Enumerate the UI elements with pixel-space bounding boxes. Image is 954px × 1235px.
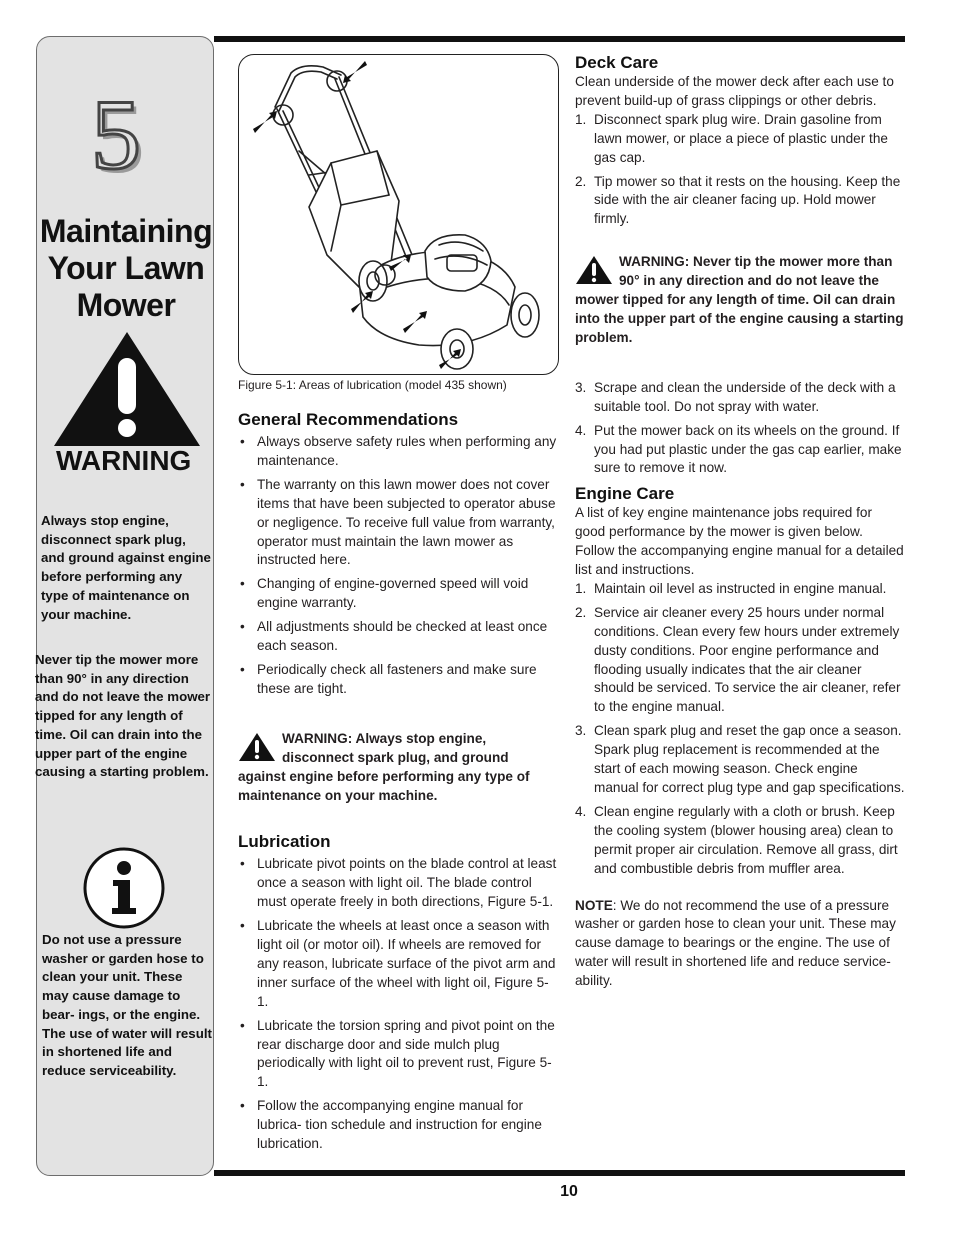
list-item: • Lubricate the torsion spring and pivot point on the rear discharge door and side mulch plug periodically with light oil to prevent rust, Figure 5-1. xyxy=(240,1017,555,1090)
general-warning: WARNING: Always stop engine, disconnect spark plug, and ground against engine before performing any type of maintenance on your machine. xyxy=(238,730,530,803)
top-rule xyxy=(214,36,905,42)
lawn-mower-illustration xyxy=(239,55,558,374)
list-item: • Follow the accompanying engine manual for lubrica- tion schedule and instruction for engine lubrication. xyxy=(240,1098,542,1152)
deck-warning: WARNING: Never tip the mower more than 90° in any direction and do not leave the mower tipped for any length of time. Oil can drain into the upper part of the engine causing a starting problem. xyxy=(575,254,904,345)
chapter-title-line-1: Maintaining xyxy=(39,213,213,249)
list-item: 2. Tip mower so that it rests on the housing. Keep the side with the air cleaner facing up. Hold mower firmly. xyxy=(575,173,901,227)
middle-column xyxy=(238,410,558,1159)
chapter-title-line-2: Your Lawn xyxy=(47,250,205,286)
chapter-title xyxy=(37,213,215,324)
list-item: • The warranty on this lawn mower does not cover items that have been subjected to operator abuse or negligence. To receive full value from warranty, operator must maintain the lawn mower as instructed here. xyxy=(240,476,556,568)
bottom-rule xyxy=(214,1170,905,1176)
lubrication-heading: Lubrication xyxy=(238,832,331,852)
list-item: 3. Clean spark plug and reset the gap once a season. Spark plug replacement is recommended at the start of each mowing season. Check engine manual for correct plug type and gap specifications. xyxy=(575,723,905,795)
warning-triangle-icon xyxy=(238,732,276,762)
list-item: • Lubricate the wheels at least once a season with light oil (or motor oil). If wheels are removed for any reason, lubricate surface of the pivot arm and inner surface of the wheel with light oil, Figure 5-1. xyxy=(240,918,556,1009)
warning-label: WARNING xyxy=(56,445,192,476)
list-item: 1. Disconnect spark plug wire. Drain gasoline from lawn mower, or place a piece of plastic under the gas cap. xyxy=(575,111,888,165)
sidebar-warning-note-tip-mower: Never tip the mower more than 90° in any direction and do not leave the mower tipped for any length of time. Oil can drain into the upper part of the engine causing a starting problem. xyxy=(35,652,211,780)
deck-care-steps-1 xyxy=(575,111,905,229)
engine-care-note: NOTE: We do not recommend the use of a pressure washer or garden hose to clean your unit. These may cause damage to bearings or the engine. The use of water will result in shortened life and reduce service- ability. xyxy=(575,897,896,989)
list-item: • Changing of engine-governed speed will void engine warranty. xyxy=(240,576,529,611)
general-recommendations-heading: General Recommendations xyxy=(238,410,459,429)
engine-care-intro: A list of key engine maintenance jobs required for good performance by the mower is given below. Follow the accompanying engine manual for a detailed list and instructions. xyxy=(575,505,904,578)
list-item: • Periodically check all fasteners and make sure these are tight. xyxy=(240,661,537,696)
lubrication-figure xyxy=(238,54,559,375)
list-item: • Always observe safety rules when performing any maintenance. xyxy=(240,434,557,468)
page-number: 10 xyxy=(560,1183,578,1200)
chapter-title-line-3: Mower xyxy=(76,287,176,323)
note-label: NOTE xyxy=(575,897,613,913)
right-column xyxy=(575,53,905,991)
sidebar-info-note: Do not use a pressure washer or garden hose to clean your unit. These may cause damage to bear- ings, or the engine. The use of water will result in shortened life and reduce serviceability. xyxy=(42,932,212,1078)
deck-care-heading: Deck Care xyxy=(575,53,659,72)
list-item: • All adjustments should be checked at least once each season. xyxy=(240,619,548,654)
warning-triangle-icon xyxy=(52,330,202,448)
warning-triangle-icon xyxy=(575,255,613,285)
lubrication-list xyxy=(238,855,558,1154)
list-item: 2. Service air cleaner every 25 hours under normal conditions. Clean every few hours under extremely dusty conditions. Poor engine performance and flooding usually indicates that the air cleaner should be serviced. To service the air cleaner, refer to the engine manual. xyxy=(575,604,901,715)
general-recommendations-list xyxy=(238,433,558,699)
chapter-number: 5 xyxy=(91,79,141,190)
list-item: 4. Put the mower back on its wheels on the ground. If you had put plastic under the gas cap earlier, make sure to remove it now. xyxy=(575,422,902,476)
info-icon xyxy=(82,846,166,930)
list-item: 1. Maintain oil level as instructed in engine manual. xyxy=(575,580,887,596)
engine-care-heading: Engine Care xyxy=(575,484,675,504)
deck-care-intro: Clean underside of the mower deck after each use to prevent build-up of grass clippings or other debris. xyxy=(575,74,894,108)
sidebar-warning-note-stop-engine: Always stop engine, disconnect spark plug, and ground against engine before performing any type of maintenance on your machine. xyxy=(41,513,211,622)
deck-care-steps-2 xyxy=(575,379,905,479)
engine-care-steps xyxy=(575,580,905,879)
figure-caption: Figure 5-1: Areas of lubrication (model 435 shown) xyxy=(238,378,507,392)
list-item: 4. Clean engine regularly with a cloth or brush. Keep the cooling system (blower housing area) clean to permit proper air circulation. Remove all grass, dirt and combustible debris from muffler area. xyxy=(575,803,898,876)
list-item: 3. Scrape and clean the underside of the deck with a suitable tool. Do not spray with water. xyxy=(575,379,896,414)
list-item: • Lubricate pivot points on the blade control at least once a season with light oil. The blade control must operate freely in both directions, Figure 5-1. xyxy=(240,856,557,910)
